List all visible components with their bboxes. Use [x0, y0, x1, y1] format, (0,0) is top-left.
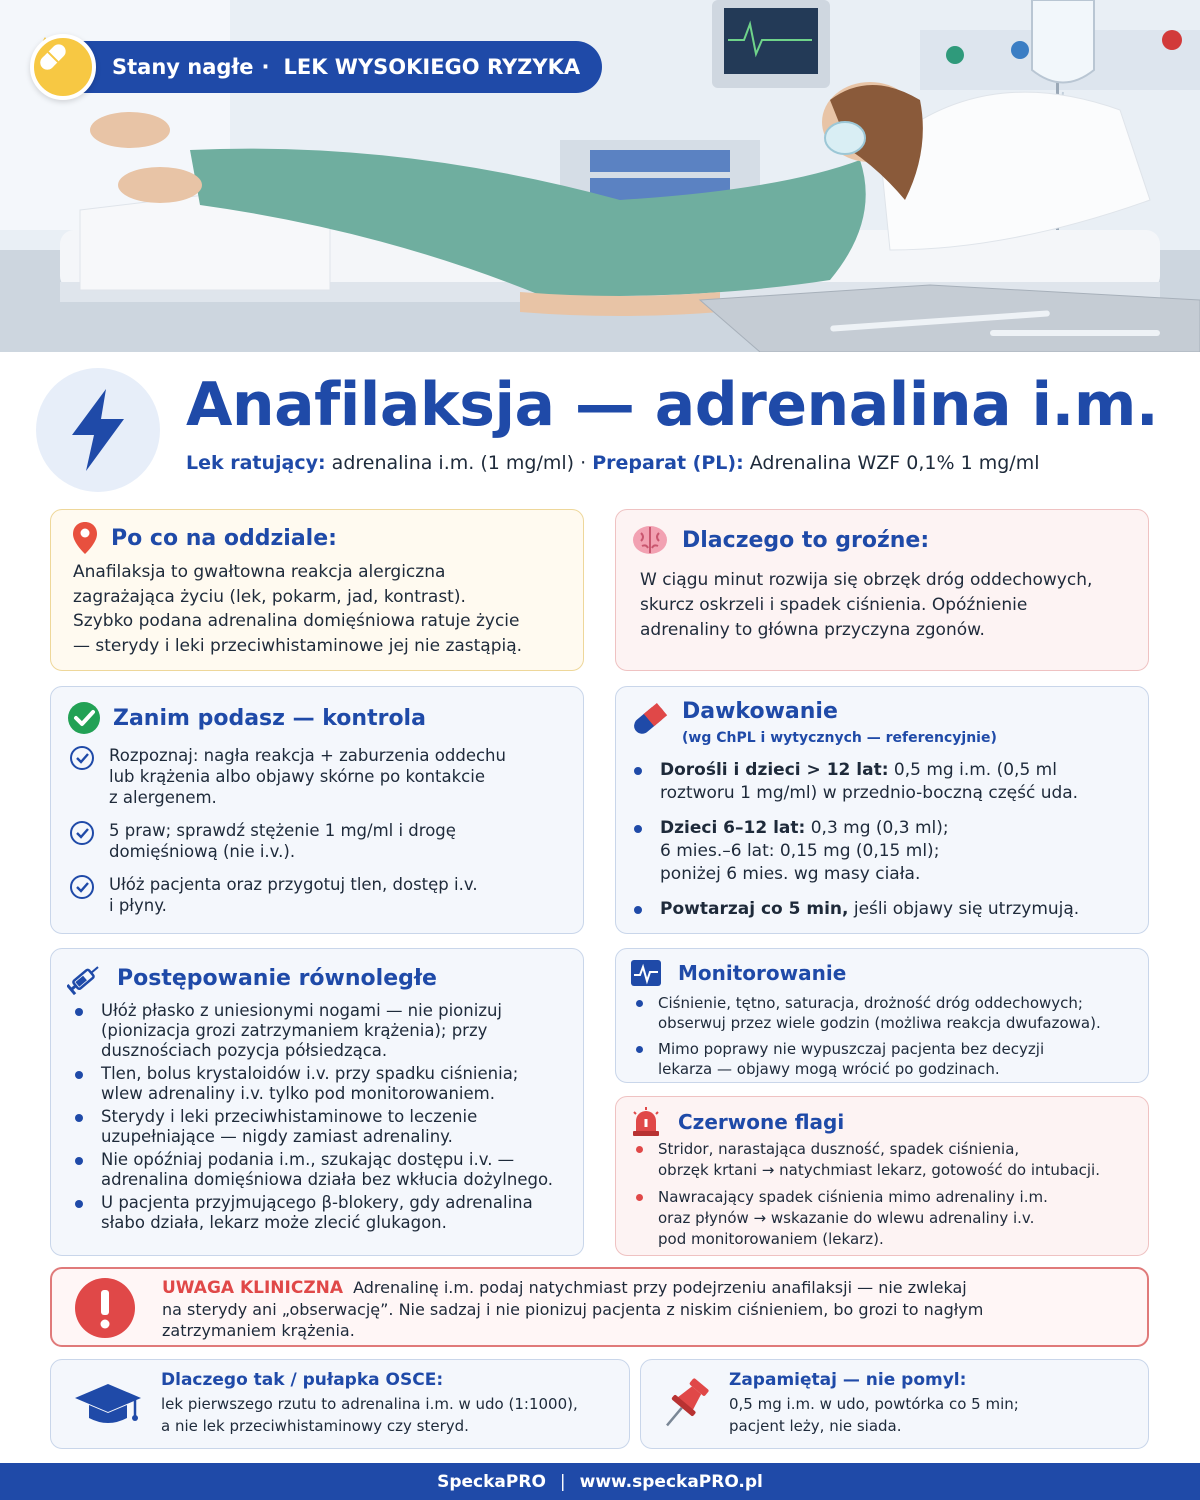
badge-bar [70, 41, 602, 93]
checklist-line: i płyny. [109, 896, 167, 915]
dosing-group-label: Dzieci 6–12 lat: [660, 818, 806, 838]
monitoring-item [658, 993, 1148, 1033]
clinical-warning-label: UWAGA KLINICZNA [162, 1278, 344, 1298]
bullet [75, 1157, 83, 1165]
dosing-line: 6 mies.–6 lat: 0,15 mg (0,15 ml); [660, 841, 940, 861]
checklist-line: 5 praw; sprawdź stężenie 1 mg/ml i drogę [109, 821, 456, 840]
redflags-card [615, 1096, 1149, 1256]
redflags-title: Czerwone flagi [678, 1110, 845, 1134]
capsule-icon [630, 701, 668, 739]
prep-value: Adrenalina WZF 0,1% 1 mg/ml [749, 452, 1040, 474]
category-badge [30, 36, 602, 98]
monitoring-title: Monitorowanie [678, 961, 847, 985]
location-pin-icon [73, 522, 97, 554]
checklist-item [109, 874, 579, 916]
drug-info-line [186, 452, 1039, 474]
dosing-group-label: Powtarzaj co 5 min, [660, 899, 849, 919]
graduation-cap-icon [73, 1382, 143, 1430]
redflag-line: oraz płynów → wskazanie do wlewu adrenaliny i.v. [658, 1209, 1035, 1227]
check-icon [69, 820, 95, 851]
prep-label: Preparat (PL): [592, 452, 744, 474]
purpose-text [73, 560, 573, 658]
dosing-line: 0,5 mg i.m. (0,5 ml [888, 760, 1057, 780]
check-icon [69, 874, 95, 905]
dosing-subtitle: (wg ChPL i wytycznych — referencyjnie) [682, 730, 997, 746]
checklist-item [109, 820, 579, 862]
badge-risk: LEK WYSOKIEGO RYZYKA [283, 55, 581, 79]
redflag-line: Stridor, narastająca duszność, spadek ciśnienia, [658, 1140, 1020, 1158]
bullet [75, 1114, 83, 1122]
bullet [75, 1071, 83, 1079]
clinical-warning-text [162, 1277, 1137, 1341]
clinical-warning-line: na sterydy ani „obserwację”. Nie sadzaj i nie pionizuj pacjenta z niskim ciśnieniem, bo grozi to nagłym [162, 1300, 984, 1319]
parallel-item [101, 1193, 576, 1233]
monitoring-list [658, 993, 1148, 1079]
footer-brand: SpeckaPRO [437, 1471, 546, 1492]
redflag-item [658, 1139, 1148, 1181]
danger-card [615, 509, 1149, 671]
parallel-line: uzupełniające — nigdy zamiast adrenaliny. [101, 1127, 453, 1146]
parallel-line: słabo działa, lekarz może zlecić glukagon. [101, 1213, 447, 1232]
purpose-line: — sterydy i leki przeciwhistaminowe jej nie zastąpią. [73, 635, 523, 656]
badge-category: Stany nagłe [112, 55, 254, 79]
dosing-item [660, 817, 1140, 886]
osce-title: Dlaczego tak / pułapka OSCE: [161, 1370, 444, 1390]
parallel-line: wlew adrenaliny i.v. tylko pod monitorowaniem. [101, 1084, 495, 1103]
parallel-line: Sterydy i leki przeciwhistaminowe to leczenie [101, 1107, 478, 1126]
drug-label: Lek ratujący: [186, 452, 326, 474]
parallel-line: U pacjenta przyjmującego β-blokery, gdy adrenalina [101, 1193, 533, 1212]
checklist-card [50, 686, 584, 934]
osce-line: a nie lek przeciwhistaminowy czy steryd. [161, 1417, 469, 1435]
remember-content [729, 1370, 1139, 1437]
heart-monitor-icon [630, 959, 662, 987]
bullet [75, 1200, 83, 1208]
dosing-group-label: Dorośli i dzieci > 12 lat: [660, 760, 889, 780]
osce-content [161, 1370, 621, 1437]
dosing-card [615, 686, 1149, 934]
bullet [636, 1000, 643, 1007]
check-circle-icon [67, 701, 101, 735]
parallel-line: Tlen, bolus krystaloidów i.v. przy spadku ciśnienia; [101, 1064, 519, 1083]
monitoring-line: lekarza — objawy mogą wrócić po godzinach. [658, 1060, 1000, 1078]
hero-image [0, 0, 1200, 352]
purpose-line: zagrażająca życiu (lek, pokarm, jad, kontrast). [73, 586, 466, 607]
clinical-warning-card [50, 1267, 1149, 1347]
brain-icon [632, 524, 668, 556]
clinical-warning-line: zatrzymaniem krążenia. [162, 1321, 355, 1340]
redflag-line: pod monitorowaniem (lekarz). [658, 1230, 884, 1248]
monitoring-card [615, 948, 1149, 1083]
parallel-item [101, 1064, 576, 1104]
redflag-item [658, 1187, 1148, 1250]
remember-line: pacjent leży, nie siada. [729, 1417, 902, 1435]
checklist-line: domięśniową (nie i.v.). [109, 842, 296, 861]
footer-url-link[interactable]: www.speckaPRO.pl [579, 1471, 763, 1492]
dosing-line: poniżej 6 mies. wg masy ciała. [660, 864, 921, 884]
pushpin-icon [657, 1374, 713, 1434]
remember-line: 0,5 mg i.m. w udo, powtórka co 5 min; [729, 1395, 1019, 1413]
parallel-item [101, 1150, 576, 1190]
syringe-icon [67, 961, 103, 995]
dosing-line: roztworu 1 mg/ml) w przednio-boczną część uda. [660, 783, 1079, 803]
checklist-line: lub krążenia albo objawy skórne po kontakcie [109, 767, 485, 786]
parallel-line: dusznościach pozycja półsiedząca. [101, 1041, 388, 1060]
footer-divider: | [559, 1471, 566, 1492]
monitoring-line: Ciśnienie, tętno, saturacja, drożność dróg oddechowych; [658, 994, 1083, 1012]
dosing-title: Dawkowanie [682, 699, 838, 724]
danger-line: W ciągu minut rozwija się obrzęk dróg oddechowych, [640, 570, 1093, 590]
dosing-line: 0,3 mg (0,3 ml); [805, 818, 949, 838]
dosing-item [660, 898, 1140, 921]
parallel-list [101, 1001, 576, 1233]
checklist-line: z alergenem. [109, 788, 217, 807]
redflags-list [658, 1139, 1148, 1250]
monitoring-line: obserwuj przez wiele godzin (możliwa reakcja dwufazowa). [658, 1014, 1101, 1032]
parallel-line: Ułóż płasko z uniesionymi nogami — nie pionizuj [101, 1001, 503, 1020]
checklist-list [109, 745, 579, 916]
bullet [634, 825, 642, 833]
purpose-title: Po co na oddziale: [111, 525, 337, 551]
parallel-line: (pionizacja grozi zatrzymaniem krążenia); przy [101, 1021, 488, 1040]
parallel-item [101, 1107, 576, 1147]
parallel-item [101, 1001, 576, 1061]
dosing-item [660, 759, 1140, 805]
remember-title: Zapamiętaj — nie pomyl: [729, 1370, 967, 1390]
redflag-line: obrzęk krtani → natychmiast lekarz, gotowość do intubacji. [658, 1161, 1100, 1179]
purpose-line: Szybko podana adrenalina domięśniowa ratuje życie [73, 611, 520, 631]
dosing-line: jeśli objawy się utrzymują. [848, 899, 1080, 919]
checklist-title: Zanim podasz — kontrola [113, 705, 426, 731]
osce-line: lek pierwszego rzutu to adrenalina i.m. w udo (1:1000), [161, 1395, 578, 1413]
monitoring-item [658, 1039, 1148, 1079]
clinical-warning-line: Adrenalinę i.m. podaj natychmiast przy podejrzeniu anafilaksji — nie zwlekaj [353, 1278, 967, 1297]
bullet [75, 1008, 83, 1016]
bullet [636, 1146, 643, 1153]
bullet [634, 767, 642, 775]
exclamation-icon [74, 1277, 136, 1339]
lightning-icon [36, 368, 160, 492]
danger-line: skurcz oskrzeli i spadek ciśnienia. Opóźnienie [640, 595, 1028, 615]
parallel-line: Nie opóźniaj podania i.m., szukając dostępu i.v. — [101, 1150, 515, 1169]
danger-title: Dlaczego to groźne: [682, 527, 930, 553]
page-title: Anafilaksja — adrenalina i.m. [186, 370, 1159, 440]
parallel-title: Postępowanie równoległe [117, 965, 437, 991]
bullet [634, 906, 642, 914]
parallel-line: adrenalina domięśniowa działa bez wkłucia dożylnego. [101, 1170, 553, 1189]
checklist-item [109, 745, 579, 808]
check-icon [69, 745, 95, 776]
alarm-light-icon [630, 1107, 662, 1137]
osce-card [50, 1359, 630, 1449]
checklist-line: Ułóż pacjenta oraz przygotuj tlen, dostęp i.v. [109, 875, 478, 894]
purpose-card [50, 509, 584, 671]
redflag-line: Nawracający spadek ciśnienia mimo adrenaliny i.m. [658, 1188, 1048, 1206]
remember-card [640, 1359, 1149, 1449]
bullet [636, 1194, 643, 1201]
drug-value: adrenalina i.m. (1 mg/ml) [331, 452, 575, 474]
danger-text [640, 568, 1145, 643]
checklist-line: Rozpoznaj: nagła reakcja + zaburzenia oddechu [109, 746, 506, 765]
parallel-card [50, 948, 584, 1256]
dosing-list [660, 759, 1140, 921]
danger-line: adrenaliny to główna przyczyna zgonów. [640, 620, 985, 640]
drug-dot: · [580, 452, 587, 474]
badge-separator: · [261, 55, 270, 79]
bullet [636, 1046, 643, 1053]
pill-icon [30, 34, 96, 100]
monitoring-line: Mimo poprawy nie wypuszczaj pacjenta bez decyzji [658, 1040, 1045, 1058]
purpose-line: Anafilaksja to gwałtowna reakcja alergiczna [73, 562, 446, 582]
footer [0, 1463, 1200, 1500]
